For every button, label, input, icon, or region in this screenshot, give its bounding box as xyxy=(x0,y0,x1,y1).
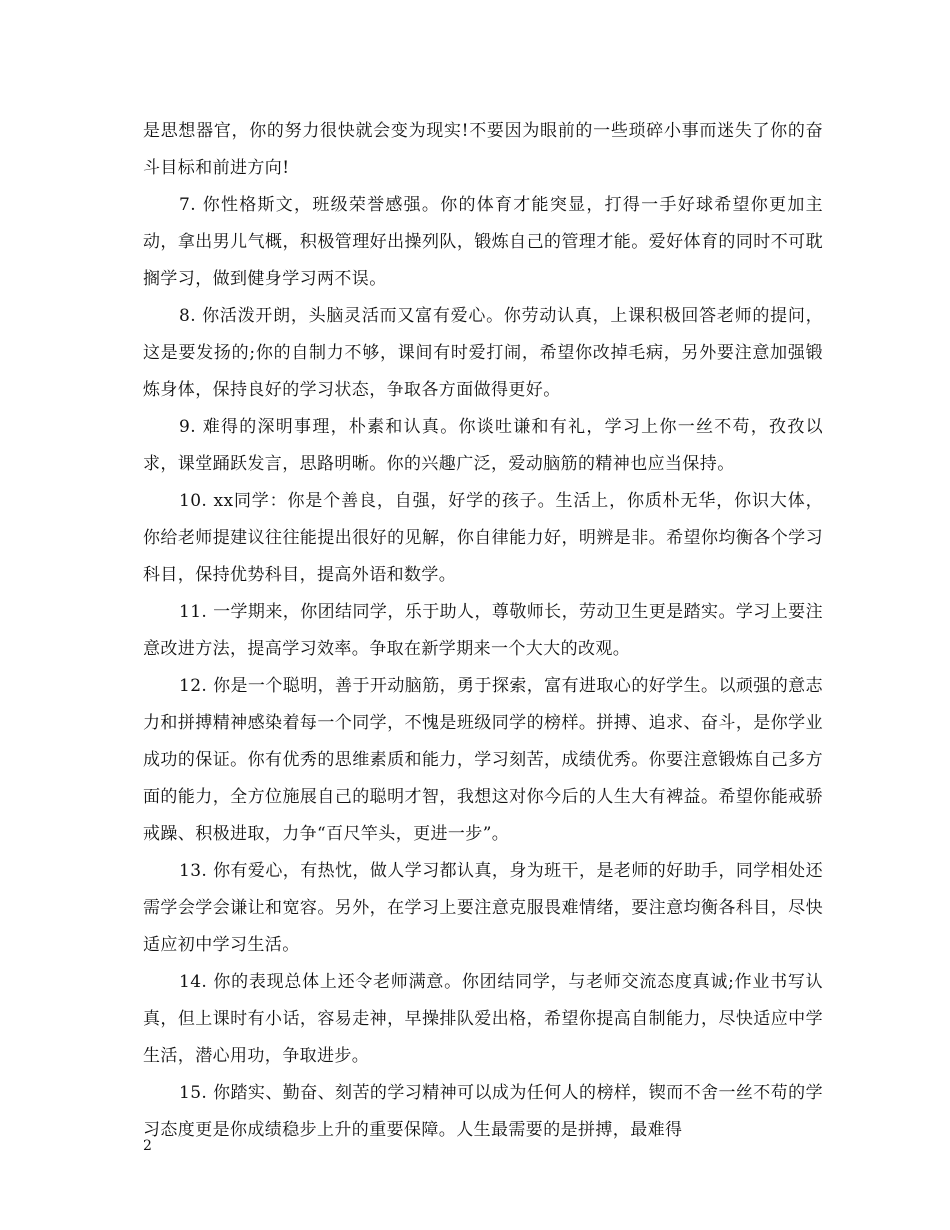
paragraph-item-9: 9. 难得的深明事理，朴素和认真。你谈吐谦和有礼，学习上你一丝不苟，孜孜以求，课堂踊跃发言，思路明晰。你的兴趣广泛，爱动脑筋的精神也应当保持。 xyxy=(143,417,823,474)
page-number: 2 xyxy=(143,1138,152,1154)
paragraph-item-8: 8. 你活泼开朗，头脑灵活而又富有爱心。你劳动认真，上课积极回答老师的提问，这是要发扬的;你的自制力不够，课间有时爱打闹，希望你改掉毛病，另外要注意加强锻炼身体，保持良好的学习状态，争取各方面做得更好。 xyxy=(143,306,823,400)
paragraph-item-13: 13. 你有爱心，有热忱，做人学习都认真，身为班干，是老师的好助手，同学相处还需学会学会谦让和宽容。另外，在学习上要注意克服畏难情绪，要注意均衡各科目，尽快适应初中学习生活。 xyxy=(143,861,823,955)
paragraph-item-14: 14. 你的表现总体上还令老师满意。你团结同学，与老师交流态度真诚;作业书写认真，但上课时有小话，容易走神，早操排队爱出格，希望你提高自制能力，尽快适应中学生活，潜心用功，争取进步。 xyxy=(143,972,823,1066)
paragraph-item-12: 12. 你是一个聪明，善于开动脑筋，勇于探索，富有进取心的好学生。以顽强的意志力和拼搏精神感染着每一个同学，不愧是班级同学的榜样。拼搏、追求、奋斗，是你学业成功的保证。你有优秀的思维素质和能力，学习刻苦，成绩优秀。你要注意锻炼自己多方面的能力，全方位施展自己的聪明才智，我想这对你今后的人生大有裨益。希望你能戒骄戒躁、积极进取，力争“百尺竿头，更进一步”。 xyxy=(143,676,823,844)
document-body xyxy=(143,113,823,1149)
paragraph-1: 是思想器官，你的努力很快就会变为现实!不要因为眼前的一些琐碎小事而迷失了你的奋斗目标和前进方向! xyxy=(143,121,823,178)
paragraph-item-15: 15. 你踏实、勤奋、刻苦的学习精神可以成为任何人的榜样，锲而不舍一丝不苟的学习态度更是你成绩稳步上升的重要保障。人生最需要的是拼搏，最难得 xyxy=(143,1083,823,1140)
paragraph-item-11: 11. 一学期来，你团结同学，乐于助人，尊敬师长，劳动卫生更是踏实。学习上要注意改进方法，提高学习效率。争取在新学期来一个大大的改观。 xyxy=(143,602,823,659)
paragraph-item-10: 10. xx同学：你是个善良，自强，好学的孩子。生活上，你质朴无华，你识大体，你给老师提建议往往能提出很好的见解，你自律能力好，明辨是非。希望你均衡各个学习科目，保持优势科目，提高外语和数学。 xyxy=(143,491,823,585)
paragraph-item-7: 7. 你性格斯文，班级荣誉感强。你的体育才能突显，打得一手好球希望你更加主动，拿出男儿气概，积极管理好出操列队，锻炼自己的管理才能。爱好体育的同时不可耽搁学习，做到健身学习两不误。 xyxy=(143,195,823,289)
